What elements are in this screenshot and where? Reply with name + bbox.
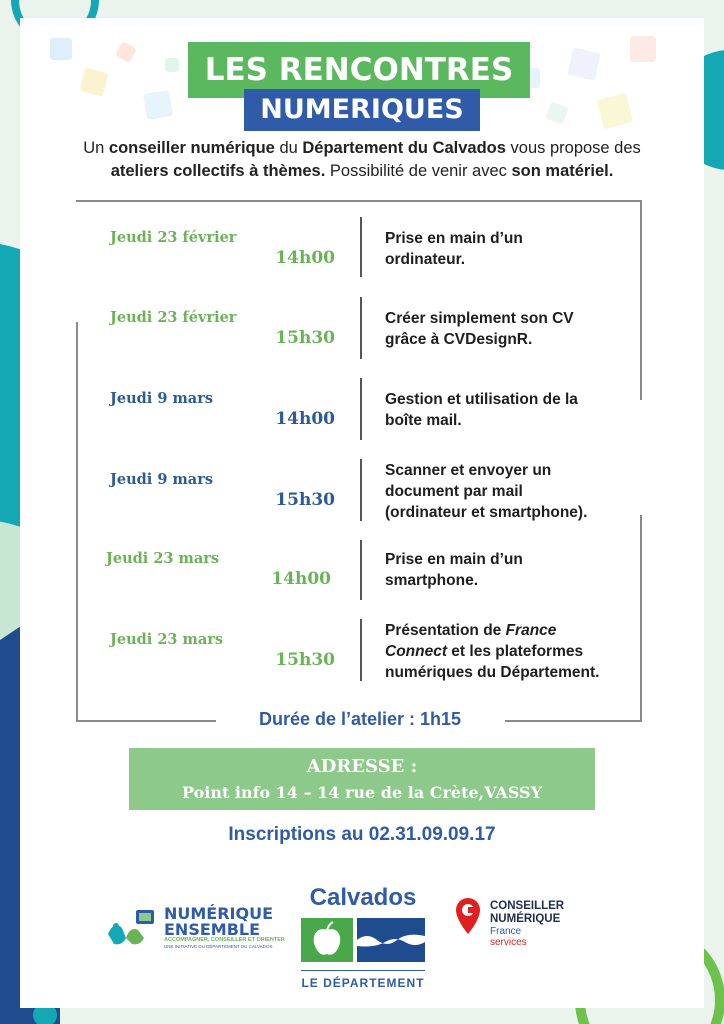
frame-right-upper: [640, 200, 642, 400]
description-line: Scanner et envoyer un: [385, 462, 552, 479]
session-date: Jeudi 23 mars: [106, 550, 220, 567]
logo-ne-tagline: ACCOMPAGNER, CONSEILLER ET ORIENTER: [164, 937, 285, 943]
intro-part: Possibilité de venir avec: [325, 162, 512, 180]
confetti-square: [143, 90, 173, 120]
intro-part: vous propose des: [505, 139, 641, 157]
cn-line1: CONSEILLER: [490, 900, 565, 912]
description-line: document par mail: [385, 483, 523, 500]
intro-bold: ateliers collectifs à thèmes.: [110, 162, 326, 180]
description-line: smartphone.: [385, 572, 479, 589]
session-date: Jeudi 9 mars: [110, 390, 214, 407]
intro-bold: conseiller numérique: [108, 139, 275, 157]
calvados-name: Calvados: [309, 884, 417, 911]
session-description: [385, 389, 635, 431]
address-box: [129, 748, 595, 810]
session-time: 15h30: [275, 328, 335, 348]
confetti-square: [165, 58, 179, 72]
session-date: Jeudi 23 février: [110, 309, 237, 326]
intro-bold: Département du Calvados: [302, 139, 506, 157]
session-description: [385, 308, 635, 350]
confetti-square: [545, 101, 568, 124]
description-part: Présentation de: [385, 622, 506, 639]
session-separator: [360, 619, 362, 681]
signup-phone: Inscriptions au 02.31.09.09.17: [228, 824, 496, 845]
logo-calvados: [285, 878, 441, 1006]
description-line: Prise en main d’un: [385, 551, 523, 568]
calvados-divider: [301, 970, 425, 971]
cn-line4: services: [490, 937, 527, 948]
title-line-2: NUMERIQUES: [244, 89, 480, 131]
intro-part: Un: [83, 139, 109, 157]
confetti-square: [50, 38, 72, 60]
session-date: Jeudi 23 mars: [110, 631, 224, 648]
session-time: 14h00: [271, 569, 331, 589]
description-line: Gestion et utilisation de la: [385, 391, 578, 408]
session-separator: [360, 540, 362, 600]
intro-text: [40, 137, 684, 183]
session-date: Jeudi 23 février: [110, 229, 237, 246]
location-pin-icon: [454, 896, 482, 938]
description-line: [385, 641, 645, 662]
intro-part: du: [274, 139, 303, 157]
session-time: 14h00: [275, 409, 335, 429]
description-line: grâce à CVDesignR.: [385, 331, 533, 348]
calvados-emblem: [301, 918, 425, 962]
workshop-duration: Durée de l’atelier : 1h15: [220, 706, 500, 732]
confetti-square: [79, 67, 108, 96]
description-italic: France: [505, 622, 557, 639]
logo-ne-line2: ENSEMBLE: [164, 920, 261, 939]
description-line: Créer simplement son CV: [385, 310, 574, 327]
description-italic: Connect: [385, 643, 447, 660]
session-description: [385, 620, 645, 683]
session-description: [385, 460, 645, 523]
session-time: 15h30: [275, 490, 335, 510]
session-description: [385, 549, 635, 591]
session-separator: [360, 297, 362, 359]
session-description: [385, 228, 635, 270]
frame-bottom-left: [76, 720, 216, 722]
session-separator: [360, 217, 362, 277]
description-line: [385, 620, 645, 641]
logo-ne-sub: UNE INITIATIVE DU DÉPARTEMENT DU CALVADOS: [164, 944, 273, 949]
intro-bold: son matériel.: [511, 162, 614, 180]
logo-ne-line1: NUMÉRIQUE: [164, 904, 274, 923]
frame-bottom-right: [505, 720, 642, 722]
description-line: (ordinateur et smartphone).: [385, 504, 588, 521]
description-line: boîte mail.: [385, 412, 462, 429]
address-value: Point info 14 – 14 rue de la Crète,VASSY: [181, 783, 543, 802]
description-line: Prise en main d’un: [385, 230, 523, 247]
calvados-sub: LE DÉPARTEMENT: [301, 976, 425, 990]
confetti-square: [597, 93, 634, 130]
cn-line3: France: [490, 926, 522, 937]
cn-line2: NUMÉRIQUE: [490, 913, 561, 925]
session-time: 15h30: [275, 650, 335, 670]
frame-right-lower: [640, 515, 642, 722]
address-label: ADRESSE :: [306, 756, 418, 777]
description-part: et les plateformes: [447, 643, 584, 660]
frame-left: [76, 322, 78, 722]
description-line: numériques du Département.: [385, 664, 600, 681]
title-line-1: LES RENCONTRES: [188, 42, 530, 98]
confetti-square: [630, 36, 656, 62]
hands-device-icon: [104, 904, 158, 948]
description-line: ordinateur.: [385, 251, 466, 268]
session-separator: [360, 459, 362, 521]
session-time: 14h00: [275, 248, 335, 268]
confetti-square: [567, 47, 600, 80]
confetti-square: [115, 41, 137, 63]
session-separator: [360, 378, 362, 440]
session-date: Jeudi 9 mars: [110, 471, 214, 488]
frame-top: [76, 200, 642, 202]
